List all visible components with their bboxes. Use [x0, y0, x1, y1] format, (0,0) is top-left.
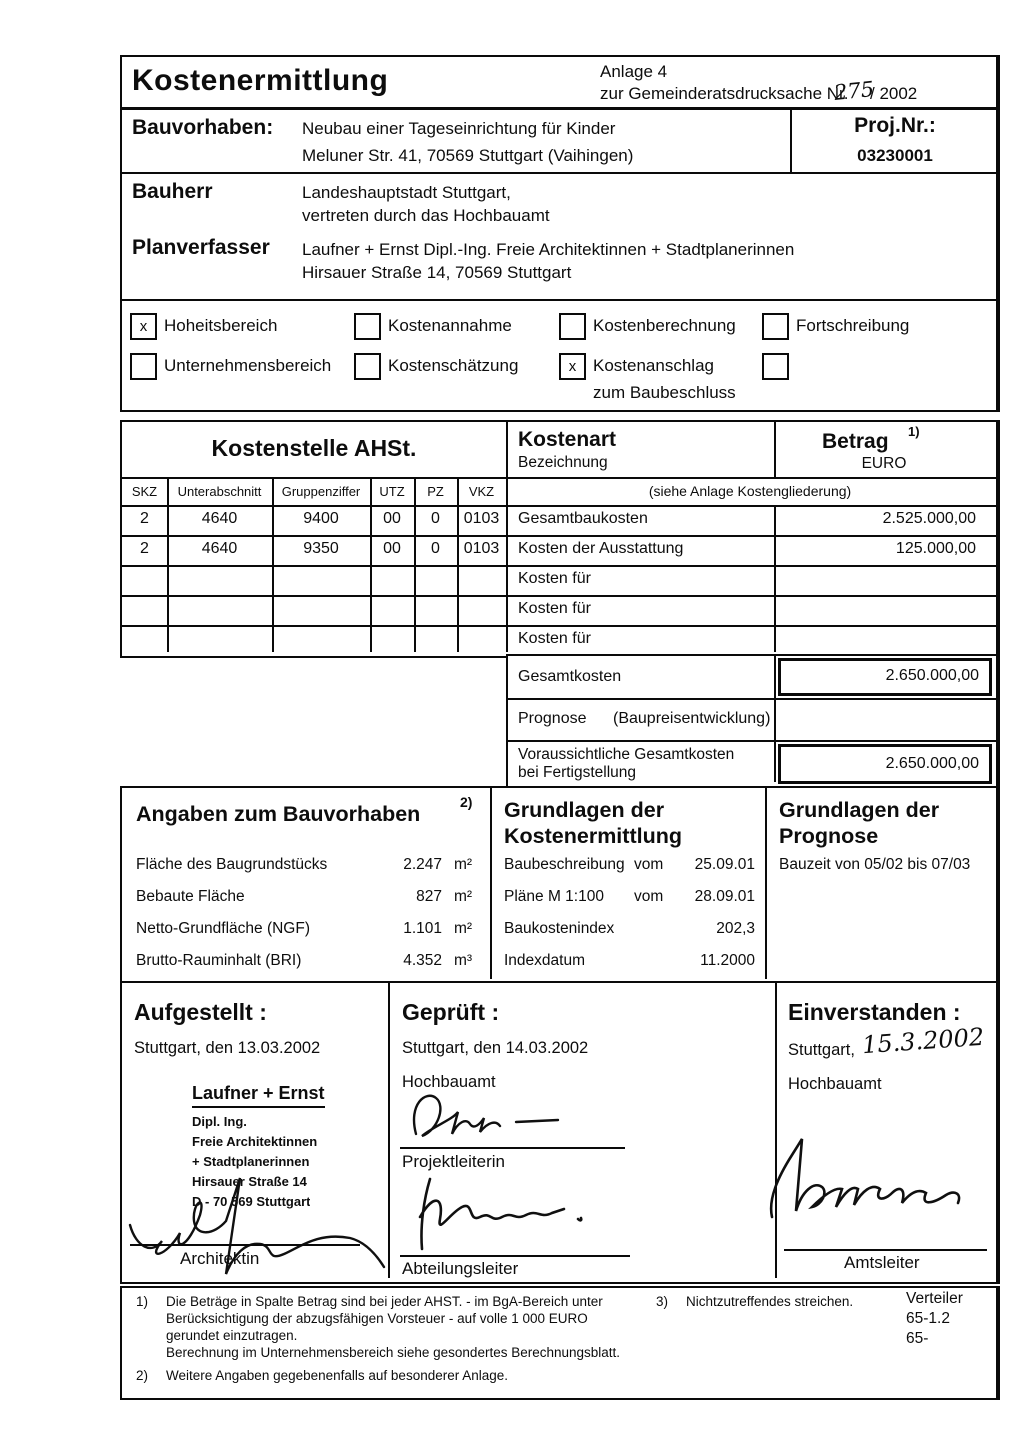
projektleiterin-signature	[400, 1088, 580, 1150]
aufgestellt-title: Aufgestellt :	[134, 999, 267, 1025]
bauherr-line2: vertreten durch das Hochbauamt	[302, 206, 550, 225]
proj-nr-cell	[790, 110, 998, 172]
bauzeit-text: Bauzeit von 05/02 bis 07/03	[779, 856, 971, 873]
checkbox-label-unternehmensbereich: Unternehmensbereich	[164, 356, 332, 375]
grundlagen-row-value: 28.09.01	[694, 888, 755, 905]
grid-line	[457, 477, 459, 652]
verteiler-line: 65-1.2	[906, 1310, 950, 1327]
grundlagen-prognose-title1: Grundlagen der	[779, 798, 940, 822]
parties-row	[122, 174, 996, 301]
cell-art: Gesamtbaukosten	[518, 510, 648, 527]
angaben-title: Angaben zum Bauvorhaben	[136, 802, 421, 826]
cell-utz: 00	[383, 510, 401, 527]
angaben-row-unit: m³	[454, 952, 473, 969]
checkbox-kostenanschlag	[559, 353, 586, 380]
checkbox-label-kostenanschlag-line2: zum Baubeschluss	[593, 383, 736, 402]
voraussichtlich-value: 2.650.000,00	[885, 755, 979, 772]
cell-skz: 2	[140, 510, 149, 527]
checkbox-label-kostenannahme: Kostenannahme	[388, 316, 512, 335]
grundlagen-row-mid: vom	[634, 888, 664, 905]
grundlagen-row-mid: vom	[634, 856, 664, 873]
stamp-line: Hirsauer Straße 14	[192, 1174, 307, 1189]
grid-line	[122, 535, 996, 537]
footnote1-marker: 1)	[136, 1294, 149, 1309]
checkbox-label-kostenberechnung: Kostenberechnung	[593, 316, 736, 335]
footnote1-line: Berücksichtigung der abzugsfähigen Vorsteuer - auf volle 1 000 EURO	[166, 1311, 588, 1326]
grid-line	[370, 477, 372, 652]
checkbox-label-hoheitsbereich: Hoheitsbereich	[164, 316, 278, 335]
projektleiterin-role: Projektleiterin	[402, 1152, 505, 1171]
col-label-pz: PZ	[427, 484, 444, 499]
grundlagen-row-value: 202,3	[716, 920, 755, 937]
grid-line	[414, 477, 416, 652]
angaben-row-value: 2.247	[403, 856, 442, 873]
angaben-row-label: Brutto-Rauminhalt (BRI)	[136, 952, 302, 969]
bauvorhaben-row	[122, 110, 996, 174]
aufgestellt-date: Stuttgart, den 13.03.2002	[134, 1039, 321, 1057]
prognose-label: Prognose	[518, 710, 587, 727]
betrag-subheader: EURO	[861, 455, 907, 472]
grid-line	[506, 422, 508, 652]
checkbox-kostenberechnung	[559, 313, 586, 340]
betrag-footnote-sup: 1)	[908, 424, 920, 439]
cell-gz: 9350	[303, 540, 339, 557]
cell-utz: 00	[383, 540, 401, 557]
grid-line	[122, 505, 996, 507]
signature-region	[120, 981, 1000, 1284]
grid-line	[490, 788, 492, 979]
form-header-region	[120, 55, 1000, 412]
kostenart-subheader: Bezeichnung	[518, 454, 608, 471]
checkbox-fortschreibung	[762, 313, 789, 340]
bauvorhaben-line1: Neubau einer Tageseinrichtung für Kinder	[302, 119, 616, 138]
footnote1-line: gerundet einzutragen.	[166, 1328, 298, 1343]
gesamtkosten-value: 2.650.000,00	[885, 667, 979, 684]
grundlagen-row-value: 25.09.01	[694, 856, 755, 873]
planverfasser-line1: Laufner + Ernst Dipl.-Ing. Freie Architektinnen + Stadtplanerinnen	[302, 240, 795, 259]
form-title: Kostenermittlung	[132, 64, 389, 97]
planverfasser-label: Planverfasser	[132, 236, 270, 259]
angaben-row-value: 827	[416, 888, 442, 905]
cell-vkz: 0103	[463, 510, 500, 527]
bauherr-line1: Landeshauptstadt Stuttgart,	[302, 183, 511, 202]
col-label-vkz: VKZ	[468, 484, 495, 499]
grundlagen-row-label: Baukostenindex	[504, 920, 615, 937]
gesamtkosten-label: Gesamtkosten	[518, 668, 622, 685]
geprueft-date: Stuttgart, den 14.03.2002	[402, 1039, 589, 1057]
proj-nr-value: 03230001	[857, 146, 933, 165]
cell-betrag: 2.525.000,00	[882, 510, 976, 527]
architektin-role: Architektin	[180, 1249, 260, 1268]
checkbox-unlabeled	[762, 353, 789, 380]
grid-line	[508, 740, 996, 742]
checkbox-label-fortschreibung: Fortschreibung	[796, 316, 910, 335]
cell-art: Kosten der Ausstattung	[518, 540, 684, 557]
prognose-label2: (Baupreisentwicklung)	[613, 710, 771, 727]
grundlagen-prognose-title2: Prognose	[779, 824, 879, 848]
grundlagen-row-label: Indexdatum	[504, 952, 585, 969]
checkbox-kostenannahme	[354, 313, 381, 340]
cell-pz: 0	[431, 510, 440, 527]
cell-skz: 2	[140, 540, 149, 557]
kostenstelle-header: Kostenstelle AHSt.	[211, 435, 417, 461]
amtsleiter-signature	[758, 1133, 1008, 1248]
angaben-row-unit: m²	[454, 856, 473, 873]
footnote2-text: Weitere Angaben gegebenenfalls auf besonderer Anlage.	[166, 1368, 509, 1383]
checkbox-unternehmensbereich	[130, 353, 157, 380]
footnote3-marker: 3)	[656, 1294, 669, 1309]
footnote-region	[120, 1286, 1000, 1400]
betrag-header: Betrag	[822, 430, 889, 453]
signature-line	[130, 1244, 360, 1246]
angaben-row-label: Fläche des Baugrundstücks	[136, 856, 328, 873]
angaben-row-unit: m²	[454, 888, 473, 905]
cell-art: Kosten für	[518, 570, 591, 587]
kostengliederung-hint: (siehe Anlage Kostengliederung)	[648, 483, 852, 499]
checkbox-mark: x	[568, 358, 577, 375]
grid-line	[508, 698, 996, 700]
signature-line	[784, 1249, 987, 1251]
checkbox-mark: x	[139, 318, 148, 335]
angaben-footnote-sup: 2)	[460, 794, 473, 810]
signature-line	[400, 1255, 630, 1257]
einverstanden-date-handwritten: 15.3.2002	[861, 1022, 985, 1060]
checkbox-hoheitsbereich	[130, 313, 157, 340]
stamp-firm-name: Laufner + Ernst	[192, 1083, 325, 1108]
checkbox-row	[122, 301, 996, 410]
stamp-line: Freie Architektinnen	[192, 1134, 318, 1149]
footnote1-line: Die Beträge in Spalte Betrag sind bei jeder AHST. - im BgA-Bereich unter	[166, 1294, 603, 1309]
grid-line	[122, 595, 996, 597]
gesamtkosten-amount-box	[778, 658, 992, 696]
grid-line	[122, 565, 996, 567]
cell-pz: 0	[431, 540, 440, 557]
verteiler-line: 65-	[906, 1330, 929, 1347]
voraussichtlich-line2: bei Fertigstellung	[518, 764, 637, 781]
grundlagen-row-label: Pläne M 1:100	[504, 888, 604, 905]
angaben-row-unit: m²	[454, 920, 473, 937]
cell-art: Kosten für	[518, 630, 591, 647]
einverstanden-place: Stuttgart,	[788, 1041, 855, 1059]
stamp-line: + Stadtplanerinnen	[192, 1154, 310, 1169]
cell-ua: 4640	[201, 510, 238, 527]
drucksache-number-handwritten: 275	[832, 76, 876, 106]
grundlagen-kosten-title1: Grundlagen der	[504, 798, 665, 822]
drucksache-prefix: zur Gemeinderatsdrucksache Nr.	[600, 84, 849, 103]
signature-line	[400, 1147, 625, 1149]
verteiler-line: Verteiler	[906, 1290, 963, 1307]
grid-line	[272, 477, 274, 652]
planverfasser-line2: Hirsauer Straße 14, 70569 Stuttgart	[302, 263, 572, 282]
kostenart-header: Kostenart	[518, 428, 617, 451]
grid-line	[122, 477, 996, 479]
angaben-row-label: Netto-Grundfläche (NGF)	[136, 920, 310, 937]
grid-line	[167, 477, 169, 652]
grundlagen-kosten-title2: Kostenermittlung	[504, 824, 682, 848]
bauherr-label: Bauherr	[132, 180, 213, 203]
cell-vkz: 0103	[463, 540, 500, 557]
footnote2-marker: 2)	[136, 1368, 149, 1383]
cost-summary	[506, 654, 1000, 788]
checkbox-label-kostenanschlag: Kostenanschlag	[593, 356, 714, 375]
einverstanden-office: Hochbauamt	[788, 1075, 882, 1093]
amtsleiter-role: Amtsleiter	[844, 1253, 920, 1272]
grundlagen-row-label: Baubeschreibung	[504, 856, 625, 873]
geprueft-title: Geprüft :	[402, 999, 500, 1025]
footnote1-line: Berechnung im Unternehmensbereich siehe gesondertes Berechnungsblatt.	[166, 1345, 621, 1360]
angaben-region	[120, 786, 1000, 985]
bauvorhaben-line2: Meluner Str. 41, 70569 Stuttgart (Vaihingen)	[302, 146, 634, 165]
abteilungsleiter-role: Abteilungsleiter	[402, 1259, 519, 1278]
proj-nr-label: Proj.Nr.:	[854, 114, 936, 137]
cell-gz: 9400	[303, 510, 339, 527]
cost-table	[120, 420, 1000, 658]
grundlagen-row-value: 11.2000	[700, 952, 755, 969]
title-row	[122, 57, 996, 110]
col-label-unterabschnitt: Unterabschnitt	[177, 484, 262, 499]
checkbox-kostenschaetzung	[354, 353, 381, 380]
voraussichtlich-amount-box	[778, 744, 992, 784]
angaben-row-value: 4.352	[403, 952, 442, 969]
drucksache-suffix: / 2002	[870, 84, 918, 103]
grid-line	[765, 788, 767, 979]
cell-betrag: 125.000,00	[895, 540, 976, 557]
stamp-line: Dipl. Ing.	[192, 1114, 247, 1129]
checkbox-label-kostenschaetzung: Kostenschätzung	[388, 356, 519, 375]
voraussichtlich-line1: Voraussichtliche Gesamtkosten	[518, 746, 735, 763]
grid-line	[122, 625, 996, 627]
angaben-row-label: Bebaute Fläche	[136, 888, 245, 905]
abteilungsleiter-signature	[400, 1173, 650, 1253]
cell-art: Kosten für	[518, 600, 591, 617]
cell-ua: 4640	[201, 540, 238, 557]
col-label-gruppenziffer: Gruppenziffer	[281, 484, 361, 499]
grid-line	[774, 656, 776, 782]
angaben-row-value: 1.101	[403, 920, 442, 937]
col-label-skz: SKZ	[131, 484, 158, 499]
anlage-label: Anlage 4	[600, 62, 668, 81]
einverstanden-title: Einverstanden :	[788, 999, 961, 1025]
geprueft-office: Hochbauamt	[402, 1073, 496, 1091]
bauvorhaben-label: Bauvorhaben:	[132, 116, 274, 139]
footnote3-text: Nichtzutreffendes streichen.	[686, 1294, 854, 1309]
stamp-line: D - 70 569 Stuttgart	[192, 1194, 311, 1209]
col-label-utz: UTZ	[379, 484, 405, 499]
